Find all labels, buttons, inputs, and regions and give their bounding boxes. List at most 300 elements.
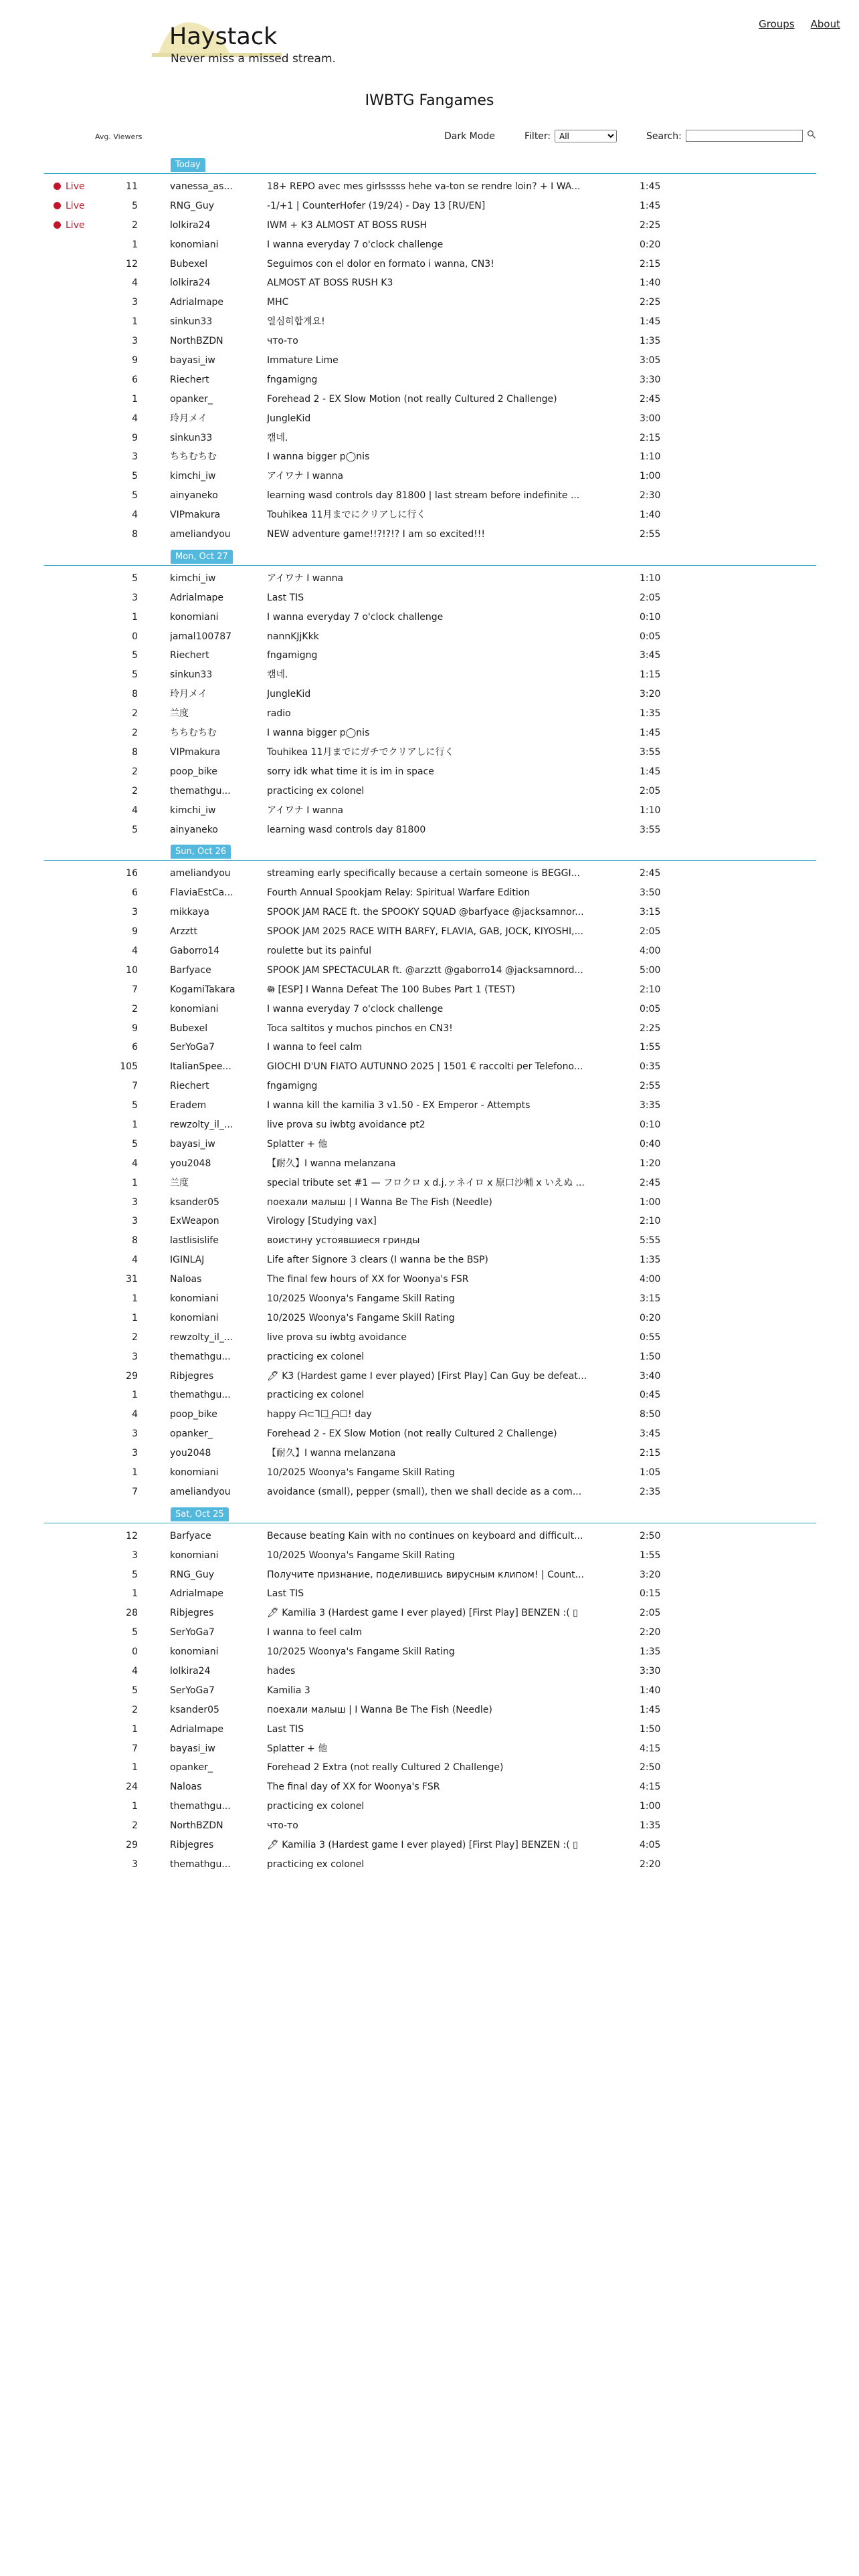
streamer-name[interactable]: konomiani	[170, 1003, 219, 1014]
viewer-count: 1	[132, 1762, 138, 1774]
stream-title[interactable]: I wanna bigger p◯nis	[267, 728, 370, 739]
stream-row[interactable]	[44, 1816, 816, 1836]
stream-title[interactable]: hades	[267, 1666, 296, 1677]
stream-row[interactable]	[44, 1584, 816, 1604]
streamer-name[interactable]: ksander05	[170, 1704, 219, 1715]
stream-row[interactable]	[44, 1135, 816, 1154]
streamer-name[interactable]: themathgu...	[170, 1858, 231, 1870]
stream-duration: 3:30	[640, 1666, 661, 1677]
stream-row[interactable]	[44, 1424, 816, 1444]
streamer-name[interactable]: Adrialmape	[170, 1588, 224, 1600]
streamer-name[interactable]: 兰度	[170, 1177, 189, 1188]
streamer-name[interactable]: opanker_	[170, 1428, 213, 1440]
stream-title[interactable]: Fourth Annual Spookjam Relay: Spiritual Warfare Edition	[267, 887, 531, 899]
stream-row[interactable]	[44, 1623, 816, 1642]
viewer-count: 3	[132, 1448, 138, 1459]
streamer-name[interactable]: ちちむちむ	[170, 451, 217, 463]
filter-select[interactable]	[555, 130, 617, 142]
nav-groups-link[interactable]: Groups	[759, 18, 795, 30]
stream-row[interactable]	[44, 743, 816, 762]
stream-title[interactable]: -1/+1 | CounterHofer (19/24) - Day 13 [RU/EN]	[267, 200, 486, 211]
stream-title[interactable]: Получите признание, поделившись вирусным клипом! | Count...	[267, 1569, 584, 1580]
streamer-name[interactable]: themathgu...	[170, 1351, 231, 1362]
page-title: IWBTG Fangames	[365, 92, 494, 109]
stream-title[interactable]: 𖡎 [ESP] I Wanna Defeat The 100 Bubes Part 1 (TEST)	[267, 984, 515, 995]
stream-row[interactable]	[44, 1483, 816, 1502]
streamer-name[interactable]: vanessa_as...	[170, 181, 233, 192]
stream-row[interactable]	[44, 235, 816, 255]
stream-title[interactable]: 【耐久】I wanna melanzana	[267, 1158, 396, 1169]
stream-title[interactable]: fngamigng	[267, 374, 318, 385]
streamer-name[interactable]: Adrialmape	[170, 1723, 224, 1735]
streamer-name[interactable]: ainyaneko	[170, 824, 218, 835]
stream-duration: 3:40	[640, 1370, 661, 1382]
stream-title[interactable]: アイワナ I wanna	[267, 804, 344, 816]
streamer-name[interactable]: Bubexel	[170, 1023, 208, 1034]
stream-row[interactable]	[44, 447, 816, 467]
streamer-name[interactable]: konomiani	[170, 1549, 219, 1561]
stream-row[interactable]	[44, 801, 816, 821]
stream-row[interactable]	[44, 762, 816, 782]
stream-row[interactable]	[44, 1077, 816, 1096]
stream-duration: 4:15	[640, 1782, 661, 1793]
stream-row[interactable]	[44, 1681, 816, 1701]
stream-title[interactable]: Forehead 2 Extra (not really Cultured 2 Challenge)	[267, 1762, 504, 1774]
stream-row[interactable]	[44, 724, 816, 743]
stream-title[interactable]: learning wasd controls day 81800	[267, 824, 426, 835]
stream-row[interactable]	[44, 1289, 816, 1309]
streamer-name[interactable]: RNG_Guy	[170, 1569, 215, 1580]
stream-row[interactable]	[44, 1701, 816, 1720]
stream-row[interactable]	[44, 903, 816, 922]
streamer-name[interactable]: lastlisislife	[170, 1235, 219, 1247]
viewer-count: 4	[132, 804, 138, 816]
stream-row[interactable]	[44, 942, 816, 961]
streamer-name[interactable]: kimchi_iw	[170, 572, 216, 584]
stream-title[interactable]: GIOCHI D'UN FIATO AUTUNNO 2025 | 1501 € raccolti per Telefono...	[267, 1061, 583, 1073]
stream-title[interactable]: Immature Lime	[267, 355, 339, 366]
nav-about-link[interactable]: About	[810, 18, 840, 30]
stream-duration: 8:50	[640, 1409, 661, 1420]
stream-row[interactable]	[44, 569, 816, 588]
stream-title[interactable]: 18+ REPO avec mes girlsssss hehe va-ton se rendre loin? + I WA...	[267, 181, 581, 192]
stream-title[interactable]: The final day of XX for Woonya's FSR	[267, 1782, 440, 1793]
stream-row[interactable]	[44, 1193, 816, 1212]
stream-title[interactable]: Life after Signore 3 clears (I wanna be the BSP)	[267, 1255, 488, 1266]
viewer-count: 3	[132, 1858, 138, 1870]
streamer-name[interactable]: sinkun33	[170, 669, 213, 681]
top-nav	[759, 18, 840, 30]
stream-title[interactable]: Splatter + 他	[267, 1138, 328, 1150]
stream-row[interactable]	[44, 1797, 816, 1816]
stream-title[interactable]: 🖊 K3 (Hardest game I ever played) [First Play] Can Guy be defeat...	[267, 1370, 587, 1382]
streamer-name[interactable]: Adrialmape	[170, 297, 224, 308]
stream-title[interactable]: Virology [Studying vax]	[267, 1216, 377, 1227]
stream-title[interactable]: アイワナ I wanna	[267, 471, 344, 482]
stream-list	[44, 155, 816, 1874]
stream-title[interactable]: поехали малыш | I Wanna Be The Fish (Needle)	[267, 1196, 492, 1208]
stream-row[interactable]	[44, 1662, 816, 1681]
streamer-name[interactable]: Eradem	[170, 1100, 207, 1111]
viewer-count: 2	[132, 708, 138, 720]
stream-row[interactable]	[44, 274, 816, 293]
stream-title[interactable]: SPOOK JAM SPECTACULAR ft. @arzztt @gaborro14 @jacksamnord...	[267, 964, 583, 976]
streamer-name[interactable]: rewzolty_il_...	[170, 1331, 233, 1343]
viewer-count: 2	[132, 728, 138, 739]
streamer-name[interactable]: Adrialmape	[170, 592, 224, 603]
stream-duration: 1:35	[640, 1646, 661, 1658]
stream-row[interactable]	[44, 467, 816, 486]
streamer-name[interactable]: Ribjegres	[170, 1840, 214, 1851]
site-logo[interactable]	[151, 15, 365, 68]
streamer-name[interactable]: Naloas	[170, 1782, 202, 1793]
stream-row[interactable]	[44, 1836, 816, 1855]
streamer-name[interactable]: rewzolty_il_...	[170, 1119, 233, 1130]
streamer-name[interactable]: SerYoGa7	[170, 1685, 215, 1696]
stream-title[interactable]: Kamilia 3	[267, 1685, 310, 1696]
stream-row[interactable]	[44, 883, 816, 903]
stream-row[interactable]	[44, 1000, 816, 1019]
stream-row[interactable]	[44, 1527, 816, 1546]
streamer-name[interactable]: ksander05	[170, 1196, 219, 1208]
viewer-count: 6	[132, 887, 138, 899]
stream-title[interactable]: Forehead 2 - EX Slow Motion (not really Cultured 2 Challenge)	[267, 393, 557, 405]
stream-title[interactable]: avoidance (small), pepper (small), then we shall decide as a com...	[267, 1486, 582, 1497]
stream-title[interactable]: The final few hours of XX for Woonya's FSR	[267, 1274, 469, 1285]
streamer-name[interactable]: Barfyace	[170, 964, 211, 976]
stream-row[interactable]	[44, 1270, 816, 1289]
stream-title[interactable]: 10/2025 Woonya's Fangame Skill Rating	[267, 1293, 455, 1304]
stream-row[interactable]	[44, 864, 816, 883]
streamer-name[interactable]: jamal100787	[170, 631, 232, 642]
stream-row[interactable]	[44, 1231, 816, 1251]
streamer-name[interactable]: Ribjegres	[170, 1608, 214, 1619]
streamer-name[interactable]: bayasi_iw	[170, 355, 215, 366]
stream-title[interactable]: JungleKid	[267, 689, 311, 700]
streamer-name[interactable]: Arzztt	[170, 926, 198, 938]
streamer-name[interactable]: konomiani	[170, 1467, 219, 1478]
stream-title[interactable]: SPOOK JAM 2025 RACE WITH BARFY, FLAVIA, GAB, JOCK, KIYOSHI,...	[267, 926, 583, 938]
stream-title[interactable]: 🖊 Kamilia 3 (Hardest game I ever played) [First Play] BENZEN :( ▯	[267, 1608, 578, 1619]
streamer-name[interactable]: you2048	[170, 1448, 211, 1459]
streamer-name[interactable]: bayasi_iw	[170, 1743, 215, 1754]
viewer-count: 5	[132, 490, 138, 502]
streamer-name[interactable]: themathgu...	[170, 785, 231, 796]
streamer-name[interactable]: themathgu...	[170, 1801, 231, 1812]
stream-row[interactable]	[44, 429, 816, 448]
stream-title[interactable]: I wanna to feel calm	[267, 1042, 363, 1053]
stream-row[interactable]	[44, 1057, 816, 1077]
stream-row[interactable]	[44, 1604, 816, 1623]
stream-row[interactable]	[44, 665, 816, 685]
viewer-count: 1	[132, 1390, 138, 1401]
streamer-name[interactable]: ameliandyou	[170, 1486, 231, 1497]
stream-row[interactable]	[44, 1566, 816, 1585]
streamer-name[interactable]: ameliandyou	[170, 529, 231, 540]
streamer-name[interactable]: NorthBZDN	[170, 336, 223, 347]
streamer-name[interactable]: themathgu...	[170, 1390, 231, 1401]
streamer-name[interactable]: Gaborro14	[170, 945, 220, 956]
viewer-count: 3	[132, 1216, 138, 1227]
stream-row[interactable]	[44, 1154, 816, 1174]
dark-mode-toggle[interactable]: Dark Mode	[444, 131, 495, 142]
stream-row[interactable]	[44, 821, 816, 840]
streamer-name[interactable]: Riechert	[170, 650, 209, 661]
stream-title[interactable]: 10/2025 Woonya's Fangame Skill Rating	[267, 1549, 455, 1561]
stream-row[interactable]	[44, 1778, 816, 1797]
stream-title[interactable]: fngamigng	[267, 650, 318, 661]
stream-row[interactable]	[44, 782, 816, 801]
stream-row[interactable]	[44, 390, 816, 409]
stream-duration: 1:50	[640, 1723, 661, 1735]
stream-title[interactable]: Last TIS	[267, 1588, 304, 1600]
stream-title[interactable]: I wanna everyday 7 o'clock challenge	[267, 239, 444, 250]
stream-title[interactable]: 열심히합게요!	[267, 316, 325, 328]
stream-row[interactable]	[44, 627, 816, 647]
live-dot-icon	[54, 202, 61, 209]
stream-title[interactable]: 캠네.	[267, 432, 288, 443]
stream-row[interactable]	[44, 1758, 816, 1778]
stream-title[interactable]: Last TIS	[267, 592, 304, 603]
stream-row[interactable]	[44, 216, 816, 235]
stream-duration: 3:45	[640, 650, 661, 661]
search-icon[interactable]	[807, 130, 816, 139]
stream-title[interactable]: NEW adventure game!!?!?!? I am so excited!!!	[267, 529, 486, 540]
streamer-name[interactable]: mikkaya	[170, 907, 209, 918]
viewer-count: 4	[132, 1666, 138, 1677]
stream-row[interactable]	[44, 506, 816, 525]
stream-title[interactable]: IWM + K3 ALMOST AT BOSS RUSH	[267, 219, 427, 231]
streamer-name[interactable]: FlaviaEstCa...	[170, 887, 233, 899]
stream-row[interactable]	[44, 1386, 816, 1405]
viewer-count: 4	[132, 510, 138, 521]
stream-title[interactable]: Touhikea 11月までにガチでクリアしに行く	[267, 746, 454, 758]
stream-title[interactable]: happy ᗩ⊂ᒣ☐͢ ᗩ☐! day	[267, 1409, 372, 1420]
search-input[interactable]	[686, 130, 803, 142]
stream-title[interactable]: live prova su iwbtg avoidance pt2	[267, 1119, 425, 1130]
stream-title[interactable]: Toca saltitos y muchos pinchos en CN3!	[267, 1023, 453, 1034]
viewer-count: 4	[132, 278, 138, 289]
viewer-count: 5	[132, 669, 138, 681]
stream-row[interactable]	[44, 1367, 816, 1386]
stream-row[interactable]	[44, 646, 816, 665]
streamer-name[interactable]: Barfyace	[170, 1530, 211, 1541]
date-badge: Sun, Oct 26	[171, 845, 231, 859]
stream-title[interactable]: special tribute set #1 — フロクロ x d.j.ァネイロ x 原口沙輔 x いえぬ ...	[267, 1177, 585, 1188]
stream-row[interactable]	[44, 1739, 816, 1759]
stream-title[interactable]: sorry idk what time it is im in space	[267, 766, 434, 777]
stream-title[interactable]: practicing ex colonel	[267, 1351, 365, 1362]
viewer-count: 9	[132, 355, 138, 366]
viewer-count: 8	[132, 529, 138, 540]
stream-title[interactable]: I wanna everyday 7 o'clock challenge	[267, 611, 444, 623]
stream-title[interactable]: что-то	[267, 336, 298, 347]
streamer-name[interactable]: ちちむちむ	[170, 728, 217, 739]
streamer-name[interactable]: konomiani	[170, 611, 219, 623]
stream-row[interactable]	[44, 255, 816, 274]
stream-title[interactable]: Last TIS	[267, 1723, 304, 1735]
stream-title[interactable]: practicing ex colonel	[267, 1858, 365, 1870]
stream-row[interactable]	[44, 1019, 816, 1039]
stream-title[interactable]: radio	[267, 708, 291, 720]
streamer-name[interactable]: ExWeapon	[170, 1216, 219, 1227]
streamer-name[interactable]: Riechert	[170, 1081, 209, 1092]
stream-title[interactable]: Forehead 2 - EX Slow Motion (not really Cultured 2 Challenge)	[267, 1428, 557, 1440]
stream-row[interactable]	[44, 197, 816, 216]
stream-row[interactable]	[44, 1546, 816, 1566]
stream-title[interactable]: streaming early specifically because a certain someone is BEGGI...	[267, 868, 580, 879]
viewer-count: 3	[132, 297, 138, 308]
stream-duration: 1:55	[640, 1549, 661, 1561]
stream-title[interactable]: воистину устоявшиеся гринды	[267, 1235, 420, 1247]
search-label: Search:	[646, 131, 682, 142]
streamer-name[interactable]: poop_bike	[170, 766, 217, 777]
stream-row[interactable]	[44, 351, 816, 370]
viewer-count: 9	[132, 432, 138, 443]
streamer-name[interactable]: bayasi_iw	[170, 1138, 215, 1150]
stream-row[interactable]	[44, 1463, 816, 1483]
stream-title[interactable]: nannKJjKkk	[267, 631, 319, 642]
streamer-name[interactable]: konomiani	[170, 1312, 219, 1323]
stream-duration: 1:55	[640, 1042, 661, 1053]
streamer-name[interactable]: ItalianSpee...	[170, 1061, 231, 1073]
stream-row[interactable]	[44, 1405, 816, 1424]
stream-title[interactable]: Touhikea 11月までにクリアしに行く	[267, 510, 426, 521]
streamer-name[interactable]: kimchi_iw	[170, 471, 216, 482]
stream-row[interactable]	[44, 370, 816, 390]
streamer-name[interactable]: konomiani	[170, 1293, 219, 1304]
stream-row[interactable]	[44, 1115, 816, 1135]
streamer-name[interactable]: konomiani	[170, 1646, 219, 1658]
streamer-name[interactable]: opanker_	[170, 1762, 213, 1774]
streamer-name[interactable]: poop_bike	[170, 1409, 217, 1420]
streamer-name[interactable]: lolkira24	[170, 278, 211, 289]
streamer-name[interactable]: KogamiTakara	[170, 984, 235, 995]
stream-row[interactable]	[44, 1038, 816, 1057]
streamer-name[interactable]: Ribjegres	[170, 1370, 214, 1382]
streamer-name[interactable]: you2048	[170, 1158, 211, 1169]
stream-title[interactable]: fngamigng	[267, 1081, 318, 1092]
stream-row[interactable]	[44, 1174, 816, 1193]
stream-row[interactable]	[44, 922, 816, 942]
stream-row[interactable]	[44, 608, 816, 627]
stream-title[interactable]: 【耐久】I wanna melanzana	[267, 1448, 396, 1459]
streamer-name[interactable]: VIPmakura	[170, 510, 221, 521]
stream-title[interactable]: I wanna bigger p◯nis	[267, 451, 370, 463]
stream-title[interactable]: Because beating Kain with no continues on keyboard and difficult...	[267, 1530, 583, 1541]
streamer-name[interactable]: Riechert	[170, 374, 209, 385]
stream-row[interactable]	[44, 980, 816, 1000]
stream-title[interactable]: поехали малыш | I Wanna Be The Fish (Needle)	[267, 1704, 492, 1715]
stream-row[interactable]	[44, 409, 816, 429]
streamer-name[interactable]: Bubexel	[170, 258, 208, 270]
stream-row[interactable]	[44, 1096, 816, 1115]
stream-row[interactable]	[44, 293, 816, 312]
streamer-name[interactable]: SerYoGa7	[170, 1042, 215, 1053]
stream-title[interactable]: MHC	[267, 297, 289, 308]
streamer-name[interactable]: kimchi_iw	[170, 804, 216, 816]
stream-row[interactable]	[44, 1642, 816, 1662]
controls-bar	[0, 128, 859, 144]
stream-row[interactable]	[44, 1720, 816, 1739]
streamer-name[interactable]: sinkun33	[170, 316, 213, 328]
stream-row[interactable]	[44, 312, 816, 332]
stream-title[interactable]: ALMOST AT BOSS RUSH K3	[267, 278, 393, 289]
streamer-name[interactable]: 玲月メイ	[170, 689, 207, 700]
stream-title[interactable]: roulette but its painful	[267, 945, 372, 956]
streamer-name[interactable]: 兰度	[170, 708, 189, 720]
stream-title[interactable]: 캠네.	[267, 669, 288, 681]
stream-title[interactable]: 🖊 Kamilia 3 (Hardest game I ever played) [First Play] BENZEN :( ▯	[267, 1840, 578, 1851]
stream-title[interactable]: SPOOK JAM RACE ft. the SPOOKY SQUAD @barfyace @jacksamnor...	[267, 907, 584, 918]
live-indicator	[54, 216, 85, 235]
stream-duration: 1:40	[640, 510, 661, 521]
date-section	[44, 842, 816, 1501]
stream-row[interactable]	[44, 704, 816, 724]
streamer-name[interactable]: lolkira24	[170, 219, 211, 231]
date-badge: Mon, Oct 27	[171, 550, 233, 564]
streamer-name[interactable]: NorthBZDN	[170, 1820, 223, 1832]
stream-row[interactable]	[44, 332, 816, 351]
stream-row[interactable]	[44, 1328, 816, 1348]
stream-title[interactable]: JungleKid	[267, 413, 311, 424]
viewer-count: 1	[132, 611, 138, 623]
streamer-name[interactable]: RNG_Guy	[170, 200, 215, 211]
stream-row[interactable]	[44, 1348, 816, 1367]
streamer-name[interactable]: sinkun33	[170, 432, 213, 443]
stream-title[interactable]: アイワナ I wanna	[267, 572, 344, 584]
stream-row[interactable]	[44, 177, 816, 197]
stream-title[interactable]: I wanna everyday 7 o'clock challenge	[267, 1003, 444, 1014]
streamer-name[interactable]: ainyaneko	[170, 490, 218, 502]
stream-duration: 2:55	[640, 529, 661, 540]
stream-title[interactable]: Seguimos con el dolor en formato i wanna, CN3!	[267, 258, 494, 270]
stream-row[interactable]	[44, 588, 816, 608]
stream-title[interactable]: practicing ex colonel	[267, 1801, 365, 1812]
stream-row[interactable]	[44, 486, 816, 506]
streamer-name[interactable]: IGINLAJ	[170, 1255, 205, 1266]
stream-row[interactable]	[44, 1309, 816, 1328]
streamer-name[interactable]: opanker_	[170, 393, 213, 405]
streamer-name[interactable]: lolkira24	[170, 1666, 211, 1677]
stream-title[interactable]: practicing ex colonel	[267, 785, 365, 796]
stream-title[interactable]: I wanna kill the kamilia 3 v1.50 - EX Emperor - Attempts	[267, 1100, 531, 1111]
stream-row[interactable]	[44, 525, 816, 544]
stream-title[interactable]: 10/2025 Woonya's Fangame Skill Rating	[267, 1312, 455, 1323]
stream-title[interactable]: practicing ex colonel	[267, 1390, 365, 1401]
stream-row[interactable]	[44, 685, 816, 704]
stream-row[interactable]	[44, 1444, 816, 1463]
streamer-name[interactable]: VIPmakura	[170, 746, 221, 758]
stream-title[interactable]: learning wasd controls day 81800 | last stream before indefinite ...	[267, 490, 580, 502]
streamer-name[interactable]: 玲月メイ	[170, 413, 207, 424]
stream-title[interactable]: Splatter + 他	[267, 1743, 328, 1754]
stream-title[interactable]: live prova su iwbtg avoidance	[267, 1331, 407, 1343]
stream-row[interactable]	[44, 1212, 816, 1231]
stream-row[interactable]	[44, 1855, 816, 1874]
stream-row[interactable]	[44, 1251, 816, 1270]
stream-duration: 2:10	[640, 1216, 661, 1227]
streamer-name[interactable]: ameliandyou	[170, 868, 231, 879]
stream-row[interactable]	[44, 961, 816, 980]
streamer-name[interactable]: SerYoGa7	[170, 1627, 215, 1638]
stream-title[interactable]: 10/2025 Woonya's Fangame Skill Rating	[267, 1467, 455, 1478]
stream-title[interactable]: 10/2025 Woonya's Fangame Skill Rating	[267, 1646, 455, 1658]
stream-title[interactable]: что-то	[267, 1820, 298, 1832]
stream-title[interactable]: I wanna to feel calm	[267, 1627, 363, 1638]
streamer-name[interactable]: konomiani	[170, 239, 219, 250]
streamer-name[interactable]: Naloas	[170, 1274, 202, 1285]
